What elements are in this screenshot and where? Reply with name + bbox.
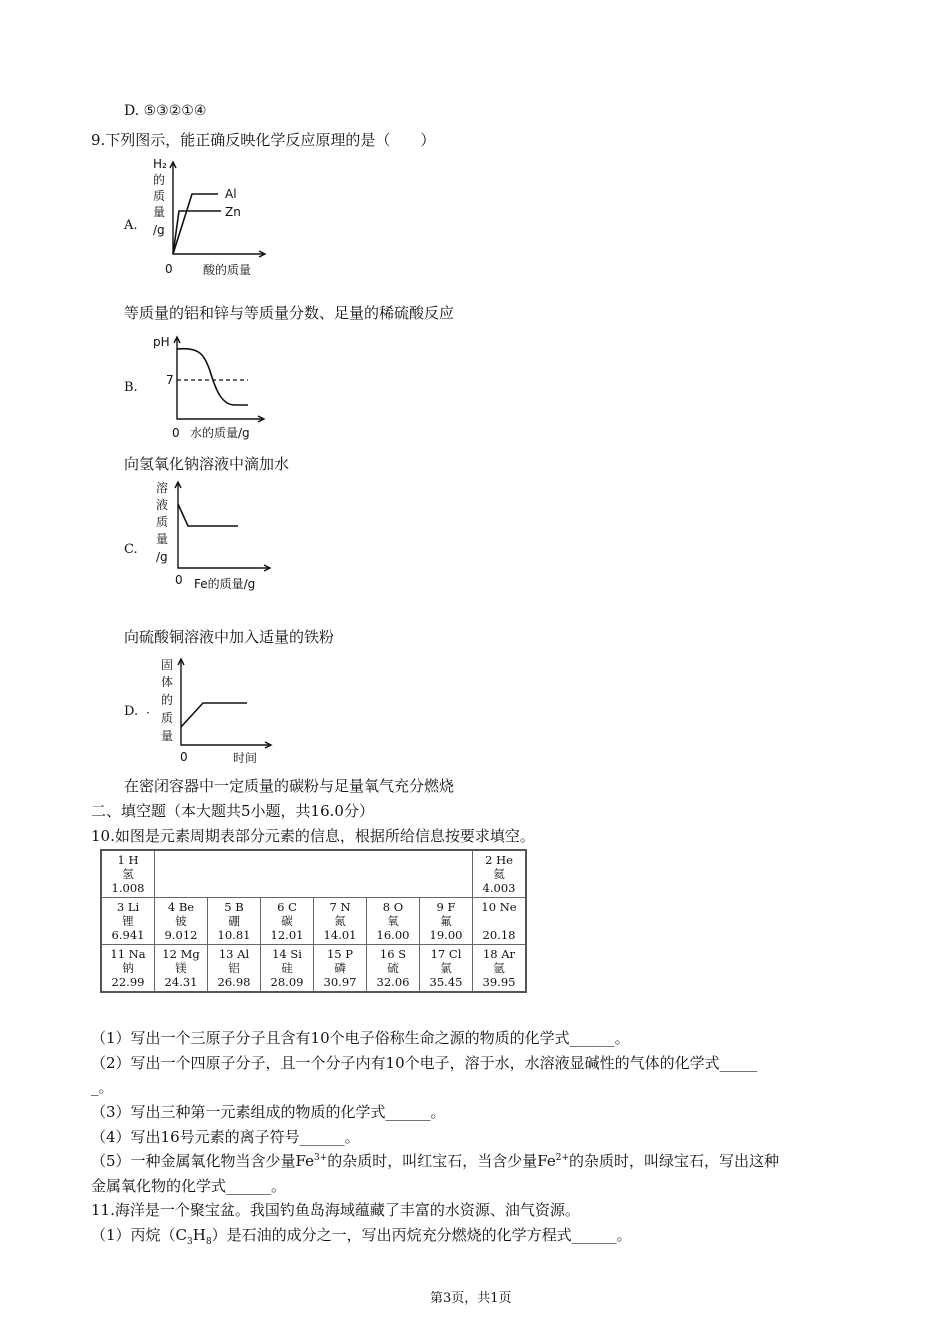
graph-b-ylabel: pH [153,335,170,349]
graph-a-xlabel: 酸的质量 [203,263,252,277]
graph-c-ylabel-0: 溶 [156,481,169,495]
graph-d-origin: 0 [180,750,188,764]
q10-item-3: （3）写出三种第一元素组成的物质的化学式______。 [91,1103,446,1121]
element-cell-na: 11 Na 钠 22.99 [101,945,155,993]
element-cell-h: 1 H 氢 1.008 [101,850,155,898]
graph-a-ylabel-2: 质 [153,189,166,203]
graph-a-al-line [173,194,218,254]
q9-stem: 9.下列图示，能正确反映化学反应原理的是（ ） [91,131,436,149]
graph-c-xlabel: Fe的质量/g [194,577,256,591]
periodic-table [100,849,527,993]
element-cell-be: 4 Be 铍 9.012 [155,898,208,945]
graph-d-xlabel: 时间 [233,751,258,765]
q9-option-a-caption: 等质量的铝和锌与等质量分数、足量的稀硫酸反应 [124,304,455,322]
graph-d-ylabel-3: 质 [161,711,174,725]
blank-cell [420,850,473,898]
element-cell-ne: 10 Ne 20.18 [473,898,527,945]
table-row [101,850,526,898]
graph-b-curve [177,349,248,405]
element-cell-li: 3 Li 锂 6.941 [101,898,155,945]
element-cell-he: 2 He 氦 4.003 [473,850,527,898]
graph-a-ylabel-3: 量 [153,205,166,219]
q9-graph-b [150,333,270,443]
graph-a-origin: 0 [165,262,173,276]
element-cell-mg: 12 Mg 镁 24.31 [155,945,208,993]
graph-b-origin: 0 [172,426,180,440]
blank-cell [261,850,314,898]
q10-item-1: （1）写出一个三原子分子且含有10个电子俗称生命之源的物质的化学式______。 [91,1029,630,1047]
element-cell-al: 13 Al 铝 26.98 [208,945,261,993]
q9-option-b-letter: B. [124,380,138,395]
q9-option-d-caption: 在密闭容器中一定质量的碳粉与足量氧气充分燃烧 [124,777,455,795]
graph-c-ylabel-4: /g [156,550,168,564]
blank-cell [155,850,208,898]
element-cell-c: 6 C 碳 12.01 [261,898,314,945]
graph-c-origin: 0 [175,573,183,587]
graph-c-curve [178,504,238,526]
graph-d-ylabel-0: 固 [161,658,174,672]
q9-option-d-letter: D. [124,704,139,719]
graph-b-ytick: 7 [166,373,174,387]
element-cell-si: 14 Si 硅 28.09 [261,945,314,993]
element-cell-ar: 18 Ar 氩 39.95 [473,945,527,993]
graph-a-ylabel-0: H₂ [153,157,167,171]
table-row [101,898,526,945]
q10-item-5-cont: 金属氧化物的化学式______。 [91,1177,287,1195]
element-cell-o: 8 O 氧 16.00 [367,898,420,945]
blank-cell [208,850,261,898]
q10-item-2-cont: _。 [91,1078,114,1096]
q9-option-a-letter: A. [124,218,138,233]
graph-c-ylabel-2: 质 [156,515,169,529]
q10-item-4: （4）写出16号元素的离子符号______。 [91,1128,360,1146]
graph-b-xlabel: 水的质量/g [190,426,250,440]
table-row [101,945,526,993]
q9-option-c-letter: C. [124,542,138,557]
element-cell-f: 9 F 氟 19.00 [420,898,473,945]
graph-b-axes [177,339,262,419]
graph-a-ylabel-1: 的 [153,173,166,187]
graph-c-ylabel-3: 量 [156,532,169,546]
element-cell-s: 16 S 硫 32.06 [367,945,420,993]
element-cell-b: 5 B 硼 10.81 [208,898,261,945]
element-cell-cl: 17 Cl 氯 35.45 [420,945,473,993]
graph-c-ylabel-1: 液 [156,498,169,512]
blank-cell [367,850,420,898]
graph-d-ylabel-2: 的 [161,693,174,707]
section2-title: 二、填空题（本大题共5小题，共16.0分） [91,802,374,820]
q9-graph-a [145,156,265,281]
graph-d-curve [181,703,247,727]
element-cell-n: 7 N 氮 14.01 [314,898,367,945]
q9-option-b-caption: 向氢氧化钠溶液中滴加水 [124,455,290,473]
q8-option-d: D. ⑤③②①④ [124,103,207,119]
q10-item-2: （2）写出一个四原子分子，且一个分子内有10个电子，溶于水，水溶液显碱性的气体的化学式_____ [91,1054,758,1072]
q11-stem: 11.海洋是一个聚宝盆。我国钓鱼岛海域蕴藏了丰富的水资源、油气资源。 [91,1201,580,1219]
q11-item-1: （1）丙烷$(C_3H_8)$是石油的成分之一，写出丙烷充分燃烧的化学方程式______。 [91,1226,632,1247]
graph-a-al-label: Al [225,187,237,201]
graph-a-zn-label: Zn [225,205,241,219]
q9-option-d-dot: · [146,706,150,720]
graph-d-ylabel-1: 体 [161,675,174,689]
q9-graph-c [150,478,275,593]
graph-a-ylabel-4: /g [153,223,165,237]
page-footer: 第3页，共1页 [430,1291,512,1306]
q10-item-5: （5）一种金属氧化物当含少量$Fe^{3+}$的杂质时，叫红宝石，当含少量$Fe^{2+}$的杂质时，叫绿宝石，写出这种 [91,1152,780,1170]
q9-option-c-caption: 向硫酸铜溶液中加入适量的铁粉 [124,628,335,646]
q10-stem: 10.如图是元素周期表部分元素的信息，根据所给信息按要求填空。 [91,827,535,845]
blank-cell [314,850,367,898]
graph-d-ylabel-4: 量 [161,729,174,743]
q9-graph-d [155,655,280,767]
element-cell-p: 15 P 磷 30.97 [314,945,367,993]
